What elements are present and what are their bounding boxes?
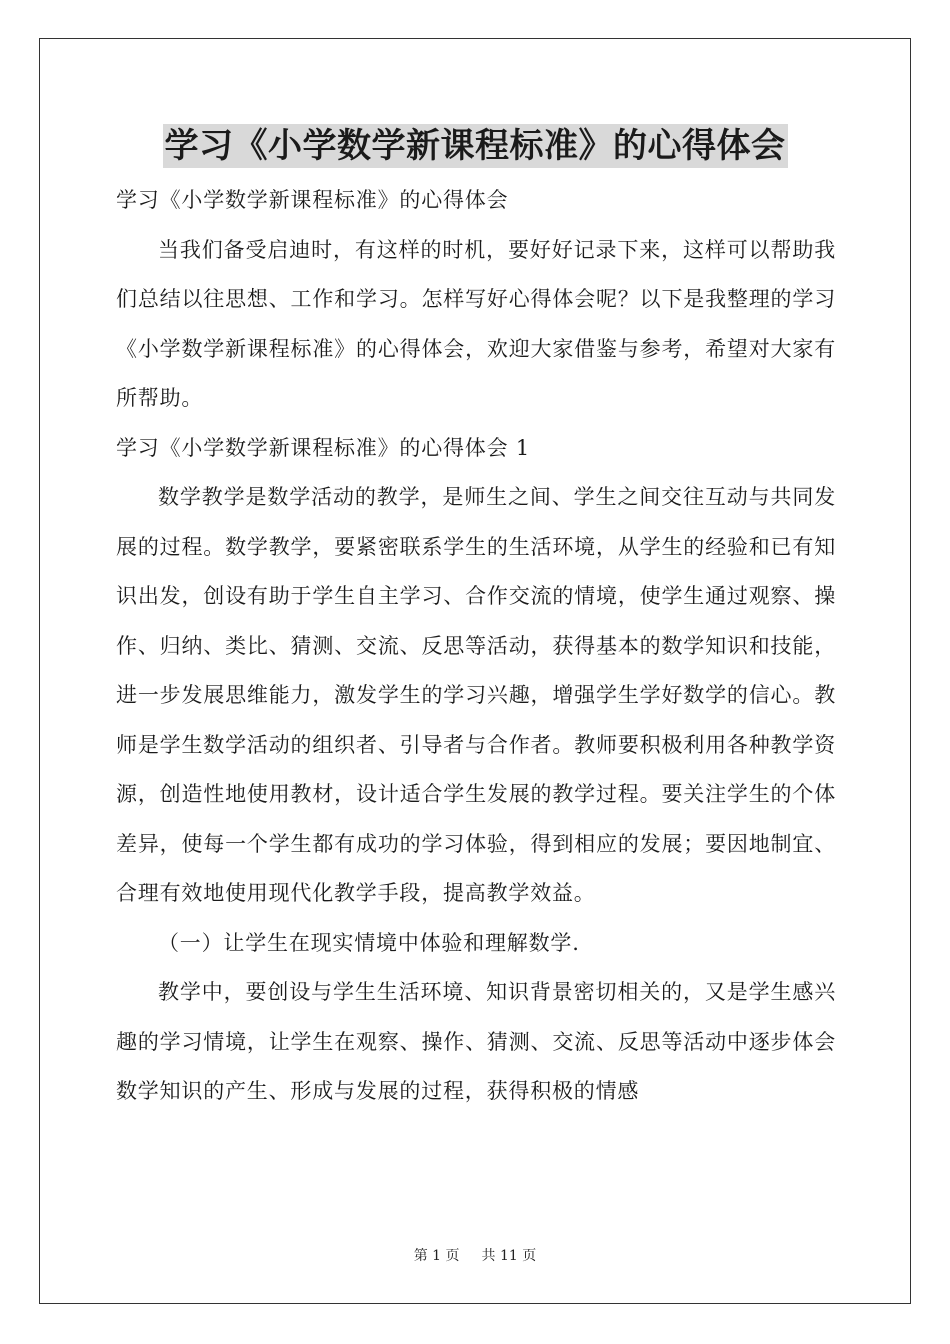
subsection-heading: （一）让学生在现实情境中体验和理解数学. xyxy=(158,930,580,955)
page-footer xyxy=(0,1245,950,1265)
page-total: 共 11 页 xyxy=(481,1248,537,1264)
section-heading: 学习《小学数学新课程标准》的心得体会 1 xyxy=(116,435,531,460)
document-title: 学习《小学数学新课程标准》的心得体会 xyxy=(164,126,786,166)
body-paragraph: 数学教学是数学活动的教学，是师生之间、学生之间交往互动与共同发展的过程。数学教学，要紧密联系学生的生活环境，从学生的经验和已有知识出发，创设有助于学生自主学习、合作交流的情境，使学生通过观察、操作、归纳、类比、猜测、交流、反思等活动，获得基本的数学知识和技能，进一步发展思维能力，激发学生的学习兴趣，增强学生学好数学的信心。教师是学生数学活动的组织者、引导者与合作者。教师要积极利用各种教学资源，创造性地使用教材，设计适合学生发展的教学过程。要关注学生的个体差异，使每一个学生都有成功的学习体验，得到相应的发展；要因地制宜、合理有效地使用现代化教学手段，提高教学效益。 xyxy=(116,485,836,905)
title-container xyxy=(0,124,950,168)
subtitle-paragraph: 学习《小学数学新课程标准》的心得体会 xyxy=(116,188,509,212)
page-number: 第 1 页 xyxy=(413,1248,460,1264)
body-paragraph: 教学中，要创设与学生生活环境、知识背景密切相关的，又是学生感兴趣的学习情境，让学生在观察、操作、猜测、交流、反思等活动中逐步体会数学知识的产生、形成与发展的过程，获得积极的情感 xyxy=(116,980,836,1103)
document-body xyxy=(116,176,836,1117)
intro-paragraph: 当我们备受启迪时，有这样的时机，要好好记录下来，这样可以帮助我们总结以往思想、工作和学习。怎样写好心得体会呢？以下是我整理的学习《小学数学新课程标准》的心得体会，欢迎大家借鉴与参考，希望对大家有所帮助。 xyxy=(116,237,836,410)
